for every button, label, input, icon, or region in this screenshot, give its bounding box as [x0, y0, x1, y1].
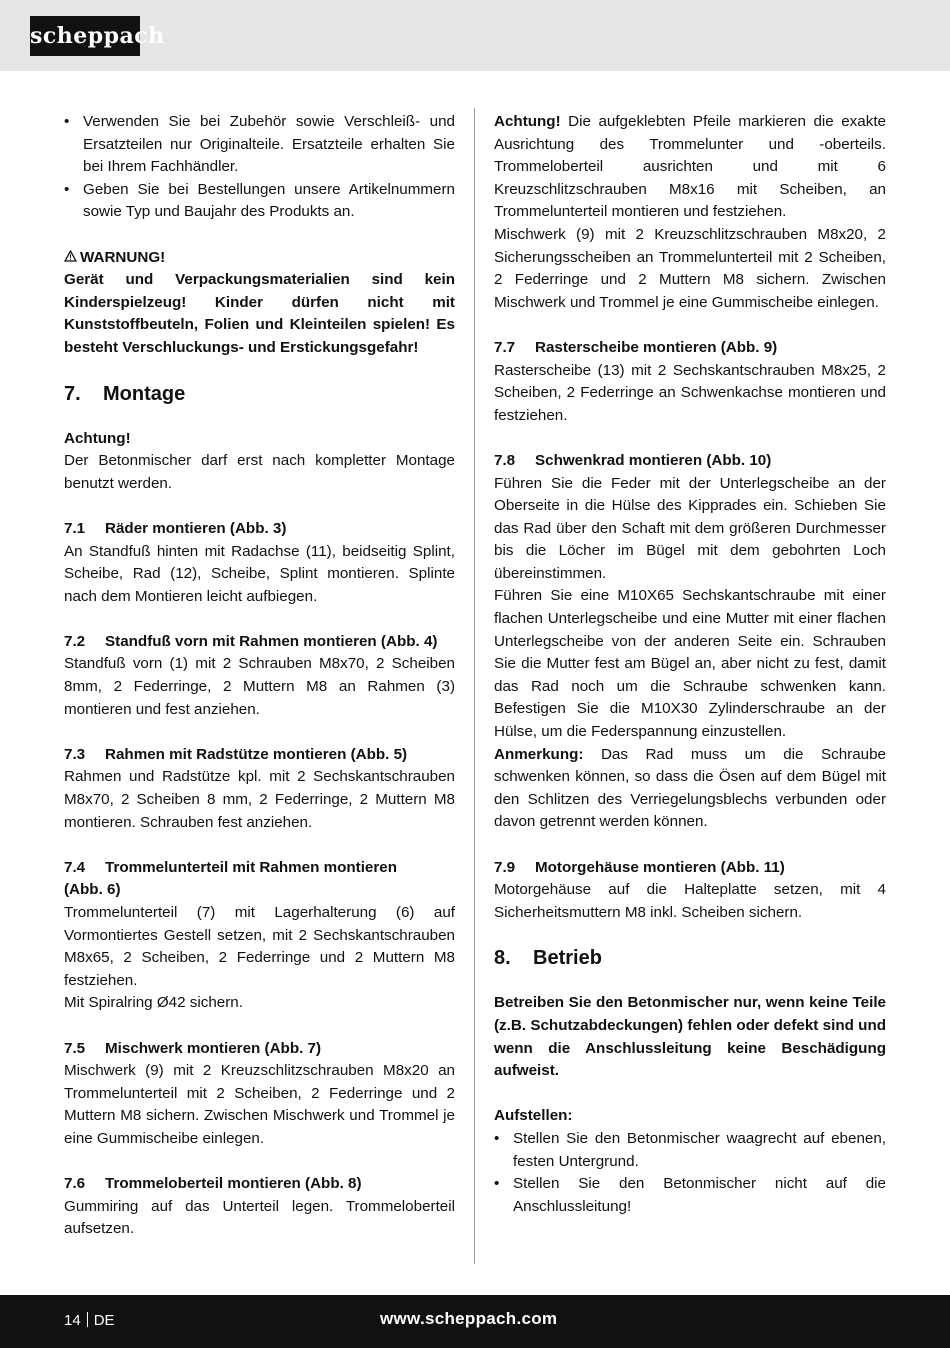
subsection-text-7-8-b: Führen Sie eine M10X65 Sechskantschraube mit einer flachen Unterlegscheibe und eine Mutter mit einer flachen Unterlegscheibe von der anderen Seite ein. Schrauben Sie die Mutter fest am Bügel an, aber nicht zu fest, damit das Rad noch um die Schraube schwenken kann. Befestigen Sie die M10X30 Zylinderschraube an der Hülse, um die Federspannung einzustellen.	[494, 587, 886, 741]
subsection-title: Standfuß vorn mit Rahmen montieren (Abb. 4)	[105, 632, 438, 650]
achtung-label: Achtung!	[494, 113, 561, 130]
list-item: • Verwenden Sie bei Zubehör sowie Verschleiß- und Ersatzteilen nur Originalteile. Ersatzteile erhalten Sie bei Ihrem Fachhändler.	[64, 111, 455, 179]
subsection-title: Mischwerk montieren (Abb. 7)	[105, 1039, 322, 1057]
subsection-heading-7-8	[494, 450, 886, 473]
language-code: DE	[93, 1312, 115, 1329]
section-heading-7	[64, 380, 455, 408]
scheppach-logo: scheppach	[30, 16, 140, 56]
subsection-text-7-4-b: Mit Spiralring Ø42 sichern.	[64, 994, 243, 1012]
subsection-number: 7.8	[494, 451, 516, 469]
column-divider	[474, 108, 475, 1264]
left-column	[64, 111, 455, 1241]
subsection-number: 7.9	[494, 858, 516, 876]
note-label: Anmerkung:	[494, 745, 584, 763]
parts-bullet-list	[64, 111, 455, 224]
aufstellen-label: Aufstellen:	[494, 1107, 573, 1125]
subsection-text-7-2: Standfuß vorn (1) mit 2 Schrauben M8x70, 2 Scheiben 8mm, 2 Federringe, 2 Muttern M8 an Rahmen (3) montieren und fest anziehen.	[64, 655, 455, 718]
subsection-heading-7-3	[64, 744, 455, 767]
note-text: Das Rad muss um die Schraube schwenken können, so dass die Ösen auf dem Bügel mit den Schlitzen des Verriegelungsblechs verbunden oder davon getrennt werden können.	[494, 745, 886, 831]
achtung-paragraph	[494, 111, 886, 224]
subsection-heading-7-1	[64, 518, 455, 541]
subsection-heading-7-2	[64, 631, 455, 654]
warning-title: WARNUNG!	[80, 248, 166, 266]
website-url[interactable]: www.scheppach.com	[380, 1309, 558, 1328]
subsection-text-7-6: Gummiring auf das Unterteil legen. Trommeloberteil aufsetzen.	[64, 1197, 455, 1238]
subsection-text-7-3: Rahmen und Radstütze kpl. mit 2 Sechskantschrauben M8x70, 2 Scheiben 8 mm, 2 Federringe, 2 Muttern M8 montieren. Schrauben fest anziehen.	[64, 768, 455, 831]
note-paragraph	[494, 744, 886, 834]
subsection-title: Motorgehäuse montieren (Abb. 11)	[535, 858, 785, 876]
subsection-text-7-4: Trommelunterteil (7) mit Lagerhalterung (6) auf Vormontiertes Gestell setzen, mit 2 Sechskantschrauben M8x65, 2 Scheiben, 2 Federringe und 2 Muttern M8 festziehen.	[64, 904, 455, 989]
subsection-heading-7-4	[64, 857, 455, 880]
subsection-heading-7-7	[494, 337, 886, 360]
subsection-number: 7.7	[494, 338, 516, 356]
aufstellen-bullet-list	[494, 1128, 886, 1218]
subsection-number: 7.5	[64, 1039, 86, 1057]
page-header	[0, 0, 950, 71]
right-column	[494, 111, 886, 1218]
list-item: • Stellen Sie den Betonmischer nicht auf die Anschlussleitung!	[494, 1173, 886, 1218]
subsection-number: 7.6	[64, 1175, 86, 1193]
warning-text: Gerät und Verpackungsmaterialien sind kein Kinderspielzeug! Kinder dürfen nicht mit Kunststoffbeuteln, Folien und Kleinteilen spielen! Es besteht Verschluckungs- und Erstickungsgefahr!	[64, 271, 455, 356]
subsection-heading-7-5	[64, 1038, 455, 1061]
page-number: 14	[64, 1312, 81, 1329]
subsection-number: 7.1	[64, 519, 86, 537]
subsection-text-7-8: Führen Sie die Feder mit der Unterlegscheibe an der Oberseite in die Hülse des Kipprades ein. Schieben Sie das Rad über den Schaft mit dem größeren Durchmesser bis die Löcher im Bügel mit dem gebohrten Loch übereinstimmen.	[494, 474, 886, 582]
subsection-heading-7-9	[494, 857, 886, 880]
section-title: Betrieb	[533, 947, 602, 970]
subsection-title: Trommeloberteil montieren (Abb. 8)	[105, 1175, 362, 1193]
section-heading-8	[494, 944, 886, 972]
page-footer	[0, 1295, 950, 1348]
section-number: 8.	[494, 947, 511, 970]
mischwerk-paragraph: Mischwerk (9) mit 2 Kreuzschlitzschrauben M8x20, 2 Sicherungsscheiben an Trommelunterteil mit 2 Scheiben, 2 Federringe und 2 Muttern M8 sichern. Zwischen Mischwerk und Trommel je eine Gummischeibe einlegen.	[494, 225, 886, 311]
subsection-number: 7.2	[64, 632, 86, 650]
page-indicator	[64, 1312, 115, 1329]
subsection-title: Schwenkrad montieren (Abb. 10)	[535, 451, 772, 469]
subsection-text-7-5: Mischwerk (9) mit 2 Kreuzschlitzschrauben M8x20 an Trommelunterteil mit 2 Scheiben, 2 Federringe und 2 Muttern M8 sichern. Zwischen Mischwerk und Trommel je eine Gummischeibe einlegen.	[64, 1062, 455, 1147]
subsection-heading-7-4-cont: (Abb. 6)	[64, 881, 121, 899]
achtung-text: Der Betonmischer darf erst nach kompletter Montage benutzt werden.	[64, 452, 455, 492]
subsection-title: Rahmen mit Radstütze montieren (Abb. 5)	[105, 745, 408, 763]
subsection-title: Trommelunterteil mit Rahmen montieren	[105, 858, 397, 876]
list-item: • Stellen Sie den Betonmischer waagrecht auf ebenen, festen Untergrund.	[494, 1128, 886, 1173]
warning-triangle-icon	[64, 247, 80, 270]
betrieb-warning-text: Betreiben Sie den Betonmischer nur, wenn keine Teile (z.B. Schutzabdeckungen) fehlen oder defekt sind und wenn die Anschlussleitung keine Beschädigung aufweist.	[494, 994, 886, 1080]
section-number: 7.	[64, 382, 81, 405]
subsection-number: 7.4	[64, 858, 86, 876]
warning-heading	[64, 247, 455, 270]
subsection-number: 7.3	[64, 745, 86, 763]
achtung-text: Die aufgeklebten Pfeile markieren die exakte Ausrichtung des Trommelunter und -oberteils. Trommeloberteil ausrichten und mit 6 Kreuzschlitzschrauben M8x16 mit Scheiben, an Trommelunterteil montieren und festziehen.	[494, 113, 886, 221]
subsection-title: Räder montieren (Abb. 3)	[105, 519, 287, 537]
subsection-text-7-1: An Standfuß hinten mit Radachse (11), beidseitig Splint, Scheibe, Rad (12), Scheibe, Splint montieren. Splinte nach dem Montieren leicht aufbiegen.	[64, 542, 455, 605]
footer-separator	[87, 1312, 88, 1327]
subsection-title: Rasterscheibe montieren (Abb. 9)	[535, 338, 778, 356]
subsection-heading-7-6	[64, 1173, 455, 1196]
subsection-text-7-9: Motorgehäuse auf die Halteplatte setzen, mit 4 Sicherheitsmuttern M8 inkl. Scheiben sichern.	[494, 881, 886, 921]
list-item: • Geben Sie bei Bestellungen unsere Artikelnummern sowie Typ und Baujahr des Produkts an.	[64, 179, 455, 224]
achtung-label: Achtung!	[64, 429, 131, 447]
subsection-text-7-7: Rasterscheibe (13) mit 2 Sechskantschrauben M8x25, 2 Scheiben, 2 Federringe an Schwenkachse montieren und festziehen.	[494, 361, 886, 424]
section-title: Montage	[103, 382, 186, 405]
